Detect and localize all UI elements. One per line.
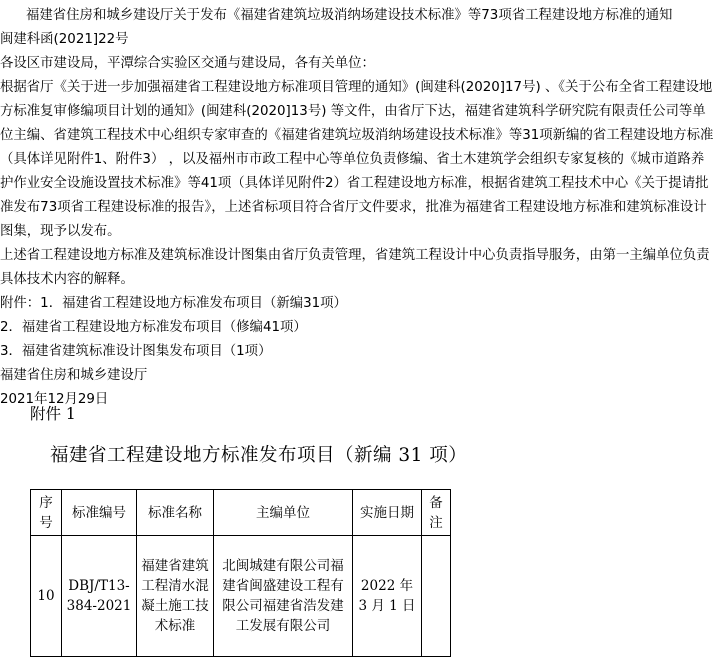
- cell-code: DBJ/T13-384-2021: [62, 536, 137, 657]
- cell-editor: 北闽城建有限公司福建省闽盛建设工程有限公司福建省浩发建工发展有限公司: [214, 536, 353, 657]
- notice-title: 福建省住房和城乡建设厅关于发布《福建省建筑垃圾消纳场建设技术标准》等73项省工程建设地方标准的通知: [26, 8, 673, 23]
- issue-date: 2021年12月29日: [0, 392, 109, 407]
- addressee: 各设区市建设局，平潭综合实验区交通与建设局，各有关单位：: [0, 56, 375, 71]
- header-no: 序号: [31, 490, 62, 536]
- attachment-label: 附件 1: [30, 405, 76, 423]
- doc-number: 闽建科函(2021]22号: [0, 32, 129, 47]
- cell-name: 福建省建筑工程清水混凝土施工技术标准: [137, 536, 214, 657]
- body-paragraph-1: 根据省厅《关于进一步加强福建省工程建设地方标准项目管理的通知》(闽建科(2020]17号) 、《关于公布全省工程建设地方标准复审修编项目计划的通知》(闽建科(2020]13号) 等文件，由省厅下达，福建省建筑科学研究院有限责任公司等单位主编、省建筑工程技术中心组织专家审查的《福建省建筑垃圾消纳场建设技术标准》等31项新编的省工程建设地方标准（具体详见附件1、附件3） ，以及福州市市政工程中心等单位负责修编、省土木建筑学会组织专家复核的《城市道路养护作业安全设施设置技术标准》等41项（具体详见附件2）省工程建设地方标准，根据省建筑工程技术中心《关于提请批准发布73项省工程建设标准的报告》，上述省标项目符合省厅文件要求，批准为福建省工程建设地方标准和建筑标准设计图集，现予以发布。: [0, 80, 714, 239]
- table-row: [31, 536, 451, 657]
- cell-remark: [422, 536, 451, 657]
- body-paragraph-2: 上述省工程建设地方标准及建筑标准设计图集由省厅负责管理，省建筑工程设计中心负责指导服务，由第一主编单位负责具体技术内容的解释。: [0, 248, 710, 287]
- table-title: 福建省工程建设地方标准发布项目（新编 31 项）: [50, 445, 468, 466]
- attachment-line-1: 附件：1．福建省工程建设地方标准发布项目（新编31项）: [0, 296, 347, 311]
- header-code: 标准编号: [62, 490, 137, 536]
- attachment-line-2: 2．福建省工程建设地方标准发布项目（修编41项）: [0, 320, 307, 335]
- header-name: 标准名称: [137, 490, 214, 536]
- header-date: 实施日期: [353, 490, 422, 536]
- header-editor: 主编单位: [214, 490, 353, 536]
- issuer: 福建省住房和城乡建设厅: [0, 368, 148, 383]
- standards-table: [30, 489, 451, 657]
- cell-date: 2022 年 3 月 1 日: [353, 536, 422, 657]
- header-remark: 备注: [422, 490, 451, 536]
- cell-no: 10: [31, 536, 62, 657]
- notice-text: [0, 4, 716, 412]
- table-header-row: [31, 490, 451, 536]
- attachment-line-3: 3．福建省建筑标准设计图集发布项目（1项）: [0, 344, 272, 359]
